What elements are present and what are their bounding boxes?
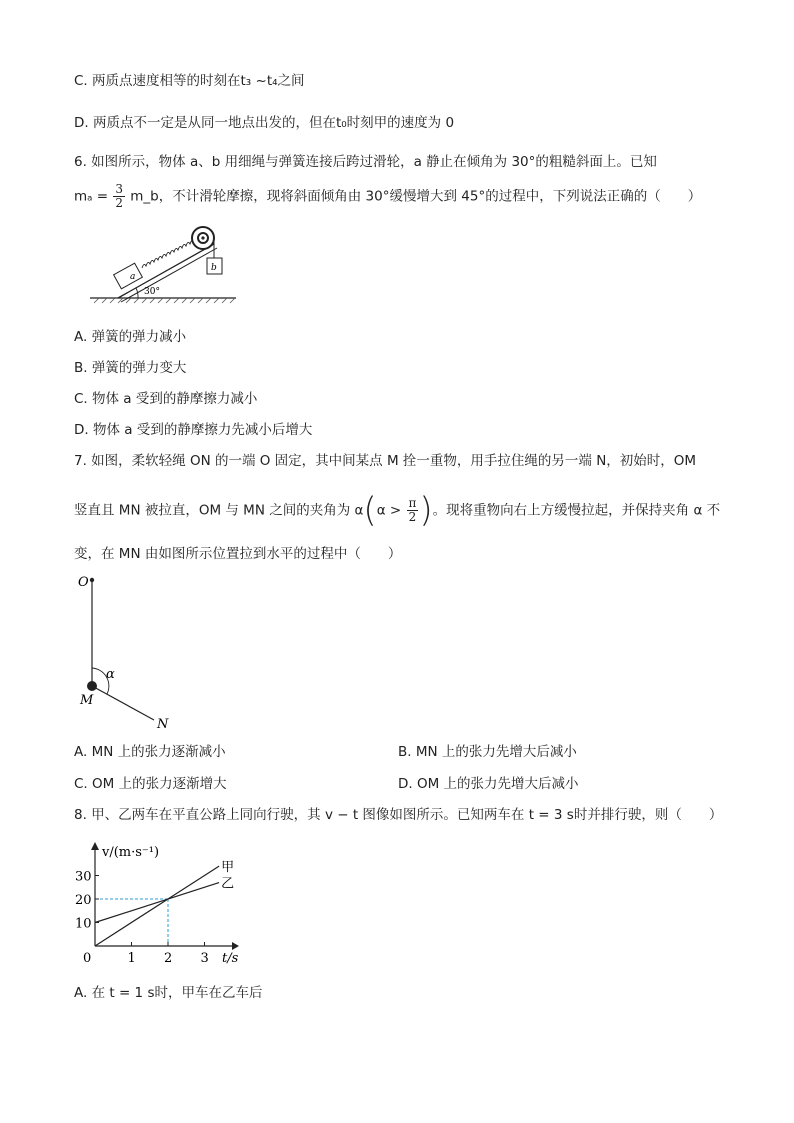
q7-option-d: D. OM 上的张力先增大后减小 bbox=[398, 776, 579, 792]
x-tick-label-2: 2 bbox=[164, 951, 173, 966]
weight-at-m bbox=[87, 681, 97, 691]
q7-rope-figure bbox=[74, 570, 184, 730]
q6-option-b: B. 弹簧的弹力变大 bbox=[74, 360, 187, 376]
series-line-0 bbox=[95, 866, 219, 946]
q7-line2-end: 。现将重物向右上方缓慢拉起，并保持夹角 α 不 bbox=[432, 502, 721, 519]
x-tick-label-1: 1 bbox=[127, 951, 136, 966]
series-label-1: 乙 bbox=[221, 876, 235, 892]
q8-option-a: A. 在 t = 1 s时，甲车在乙车后 bbox=[74, 985, 263, 1001]
q7-label-n: N bbox=[157, 717, 169, 730]
y-tick-label-20: 20 bbox=[75, 893, 92, 908]
y-tick-label-30: 30 bbox=[75, 869, 92, 885]
q6-option-d: D. 物体 a 受到的静摩擦力先减小后增大 bbox=[74, 422, 313, 438]
q6-stem-line2 bbox=[74, 183, 701, 210]
q6-stem-rest: ，不计滑轮摩擦，现将斜面倾角由 30°缓慢增大到 45°的过程中，下列说法正确的（ ） bbox=[158, 188, 702, 205]
q7-option-c: C. OM 上的张力逐渐增大 bbox=[74, 776, 227, 792]
q7-stem-line2: 竖直且 MN 被拉直，OM 与 MN 之间的夹角为 α(α > $\frac{\pi}{2}$ )。现将重物向右上方缓慢拉起，并保持夹角 α 不 bbox=[74, 490, 721, 531]
x-tick-label-0: 0 bbox=[83, 951, 92, 966]
q7-stem-line3: 变，在 MN 由如图所示位置拉到水平的过程中（ ） bbox=[74, 546, 402, 562]
q6-frac-num: 3 bbox=[115, 182, 123, 196]
q7-label-m: M bbox=[80, 693, 94, 708]
q6-label-a: a bbox=[130, 272, 136, 282]
q7-option-a: A. MN 上的张力逐渐减小 bbox=[74, 744, 226, 760]
q6-mass-rhs: m_b bbox=[130, 188, 159, 205]
q6-label-b: b bbox=[211, 263, 217, 273]
x-tick-label-3: 3 bbox=[200, 951, 209, 966]
q7-cond-lhs: α > bbox=[376, 502, 402, 519]
q6-mass-fraction bbox=[113, 183, 125, 210]
y-tick-label-10: 10 bbox=[75, 916, 92, 932]
q7-label-o: O bbox=[78, 575, 89, 590]
spring bbox=[142, 240, 194, 268]
q7-label-alpha: α bbox=[106, 667, 115, 682]
block-a bbox=[114, 263, 143, 289]
q7-cond-fraction bbox=[407, 497, 419, 524]
chart-x-axis-label: t/s bbox=[222, 951, 239, 966]
q6-incline-figure bbox=[86, 216, 242, 308]
q7-stem-line1: 7. 如图，柔软轻绳 ON 的一端 O 固定，其中间某点 M 拴一重物，用手拉住绳的另一端 N，初始时，OM bbox=[74, 453, 697, 469]
q7-line2-start: 竖直且 MN 被拉直，OM 与 MN 之间的夹角为 α bbox=[74, 502, 364, 519]
q8-vt-chart bbox=[72, 838, 247, 973]
q7-option-b: B. MN 上的张力先增大后减小 bbox=[398, 744, 577, 760]
series-label-0: 甲 bbox=[221, 860, 235, 876]
q6-frac-den: 2 bbox=[115, 196, 123, 210]
q6-option-a: A. 弹簧的弹力减小 bbox=[74, 329, 187, 345]
series-line-1 bbox=[95, 883, 219, 923]
q7-cond-den: 2 bbox=[408, 510, 417, 524]
q6-stem-line1: 6. 如图所示，物体 a、b 用细绳与弹簧连接后跨过滑轮，a 静止在倾角为 30°的粗糙斜面上。已知 bbox=[74, 154, 657, 170]
chart-y-axis-label: v/(m·s⁻¹) bbox=[102, 845, 160, 860]
q6-option-c: C. 物体 a 受到的静摩擦力减小 bbox=[74, 391, 258, 407]
q7-cond-num: π bbox=[408, 496, 417, 510]
q6-mass-lhs: mₐ = bbox=[74, 188, 109, 205]
q6-angle-label: 30° bbox=[144, 287, 160, 297]
q8-stem: 8. 甲、乙两车在平直公路上同向行驶，其 v − t 图像如图所示。已知两车在 t = 3 s时并排行驶，则（ ） bbox=[74, 807, 723, 823]
q5-option-d: D. 两质点不一定是从同一地点出发的，但在t₀时刻甲的速度为 0 bbox=[74, 115, 455, 131]
q5-option-c: C. 两质点速度相等的时刻在t₃ ~t₄之间 bbox=[74, 73, 305, 89]
